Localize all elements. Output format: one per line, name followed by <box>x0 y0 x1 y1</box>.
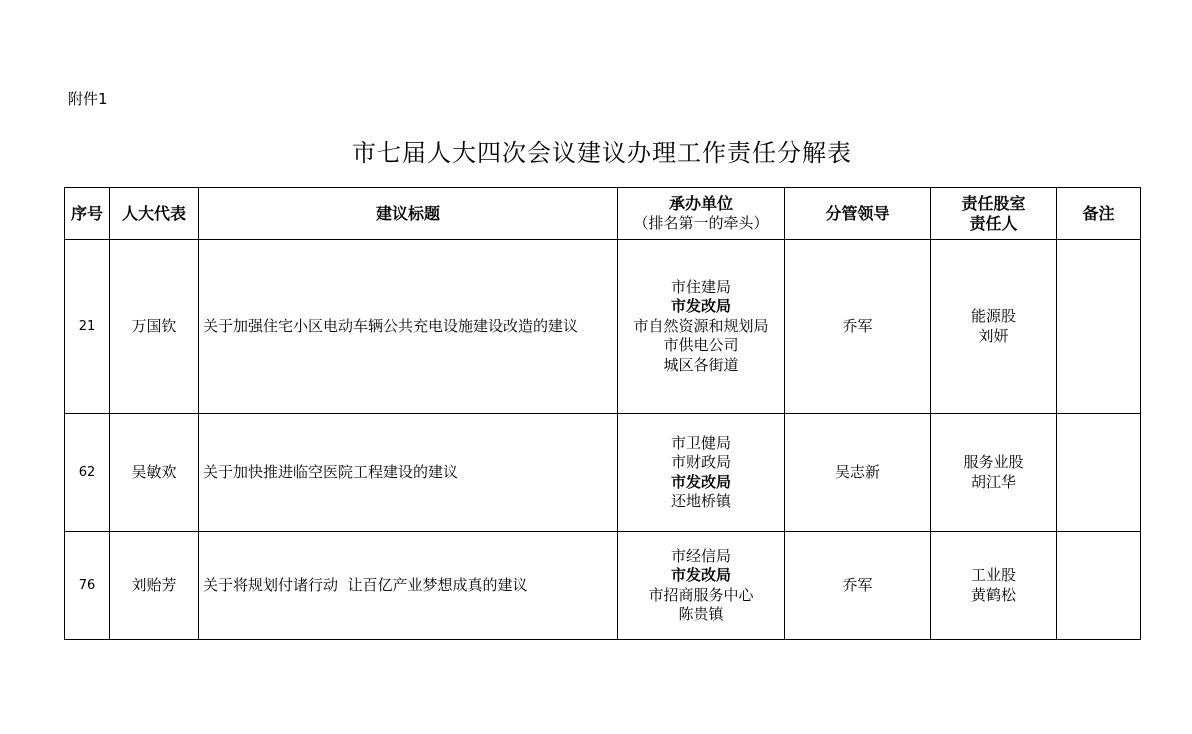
cell-rep: 万国钦 <box>110 240 199 414</box>
cell-topic: 关于加快推进临空医院工程建设的建议 <box>199 414 618 532</box>
attachment-label: 附件1 <box>68 90 108 108</box>
cell-leader: 乔军 <box>785 532 931 640</box>
cell-units <box>618 240 785 414</box>
unit-item: 还地桥镇 <box>670 492 731 510</box>
col-header-units <box>618 188 785 240</box>
cell-units <box>618 414 785 532</box>
cell-leader: 乔军 <box>785 240 931 414</box>
unit-item: 市供电公司 <box>663 336 739 355</box>
dept-name: 能源股 <box>970 307 1016 325</box>
col-header-rep: 人大代表 <box>110 188 199 240</box>
cell-rep: 吴敏欢 <box>110 414 199 532</box>
cell-seq: 76 <box>65 532 110 640</box>
responsible-person: 胡江华 <box>970 472 1016 491</box>
unit-item: 陈贵镇 <box>678 605 724 623</box>
col-header-topic: 建议标题 <box>199 188 618 240</box>
header-row <box>65 188 1141 240</box>
page-title: 市七届人大四次会议建议办理工作责任分解表 <box>352 139 852 167</box>
col-header-dept <box>931 188 1057 240</box>
cell-topic: 关于加强住宅小区电动车辆公共充电设施建设改造的建议 <box>199 240 618 414</box>
cell-note <box>1057 532 1141 640</box>
cell-seq: 21 <box>65 240 110 414</box>
cell-note <box>1057 240 1141 414</box>
unit-item: 市财政局 <box>670 453 731 471</box>
unit-item-lead: 市发改局 <box>670 566 731 584</box>
cell-leader: 吴志新 <box>785 414 931 532</box>
cell-seq: 62 <box>65 414 110 532</box>
unit-item: 市住建局 <box>670 277 731 296</box>
dept-name: 工业股 <box>970 566 1016 584</box>
unit-item: 城区各街道 <box>663 355 739 374</box>
cell-units <box>618 532 785 640</box>
dept-name: 服务业股 <box>963 453 1024 471</box>
col-header-units-sub: （排名第一的牵头） <box>633 213 769 232</box>
cell-rep: 刘贻芳 <box>110 532 199 640</box>
col-header-dept-line2: 责任人 <box>969 213 1018 233</box>
col-header-seq: 序号 <box>65 188 110 240</box>
unit-item: 市卫健局 <box>670 433 731 452</box>
col-header-note: 备注 <box>1057 188 1141 240</box>
unit-item: 市经信局 <box>670 546 731 565</box>
responsible-person: 刘妍 <box>978 326 1009 345</box>
col-header-dept-line1: 责任股室 <box>961 194 1026 213</box>
cell-dept <box>931 414 1057 532</box>
table-row <box>65 240 1141 414</box>
col-header-units-main: 承办单位 <box>668 194 733 213</box>
col-header-leader: 分管领导 <box>785 188 931 240</box>
responsibility-table <box>64 187 1141 640</box>
unit-item-lead: 市发改局 <box>670 472 731 491</box>
cell-topic: 关于将规划付诸行动 让百亿产业梦想成真的建议 <box>199 532 618 640</box>
table-row <box>65 532 1141 640</box>
unit-item: 市招商服务中心 <box>648 585 754 604</box>
unit-item-lead: 市发改局 <box>670 297 731 316</box>
table-row <box>65 414 1141 532</box>
responsible-person: 黄鹤松 <box>970 585 1016 604</box>
cell-dept <box>931 240 1057 414</box>
cell-note <box>1057 414 1141 532</box>
unit-item: 市自然资源和规划局 <box>633 316 769 335</box>
cell-dept <box>931 532 1057 640</box>
